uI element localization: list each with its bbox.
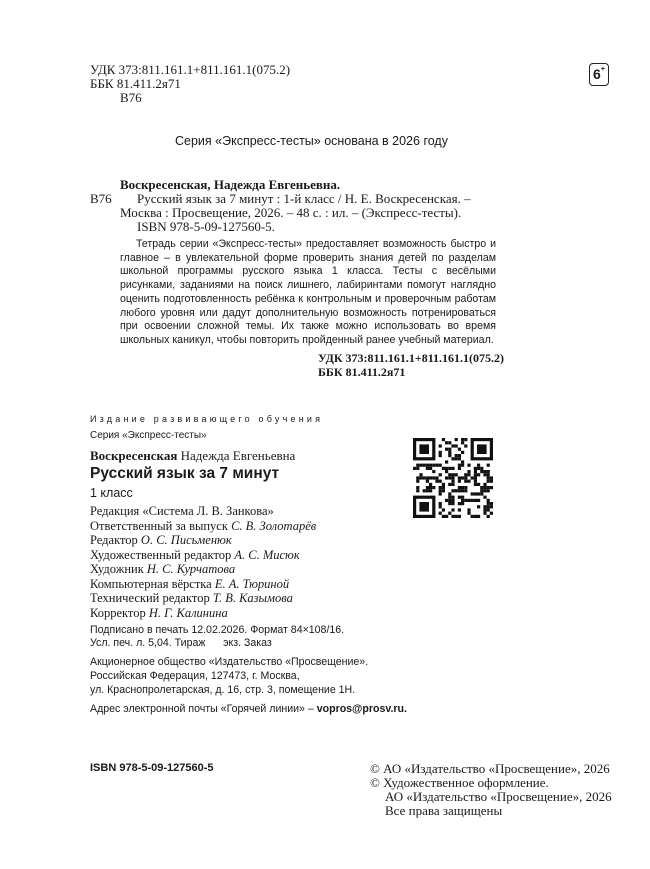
qr-module xyxy=(483,470,486,473)
credit-role: Корректор xyxy=(90,605,146,620)
qr-module xyxy=(477,505,480,508)
qr-module xyxy=(429,464,432,467)
qr-module xyxy=(461,438,464,441)
qr-module xyxy=(487,489,490,492)
qr-module xyxy=(419,476,422,479)
qr-module xyxy=(439,505,442,508)
publisher-line-3: ул. Краснопролетарская, д. 16, стр. 3, помещение 1Н. xyxy=(90,684,356,696)
qr-module xyxy=(439,492,442,495)
credit-name: Е. А. Тюриной xyxy=(214,576,290,591)
qr-module xyxy=(464,473,467,476)
qr-module xyxy=(483,505,486,508)
qr-module xyxy=(432,470,435,473)
qr-module xyxy=(426,489,429,492)
credit-line xyxy=(90,577,316,592)
email-link[interactable]: vopros@prosv.ru. xyxy=(316,703,407,715)
qr-module xyxy=(445,476,448,479)
credit-name: Н. С. Курчатова xyxy=(146,562,236,576)
qr-module xyxy=(435,480,438,483)
imprint-author-surname: Воскресенская xyxy=(90,448,178,463)
qr-module xyxy=(455,438,458,441)
qr-module xyxy=(458,515,461,518)
qr-module xyxy=(451,483,454,486)
qr-module xyxy=(483,483,486,486)
qr-module xyxy=(474,473,477,476)
qr-module xyxy=(451,496,454,499)
publisher-line-2: Российская Федерация, 127473, г. Москва, xyxy=(90,670,300,682)
qr-module xyxy=(474,470,477,473)
credit-role: Компьютерная вёрстка xyxy=(90,576,212,591)
qr-module xyxy=(467,464,470,467)
qr-module xyxy=(467,470,470,473)
qr-module xyxy=(477,473,480,476)
qr-module xyxy=(458,454,461,457)
qr-module xyxy=(487,473,490,476)
qr-module xyxy=(442,438,445,441)
qr-module xyxy=(461,496,464,499)
qr-module xyxy=(419,473,422,476)
qr-module xyxy=(477,467,480,470)
qr-module xyxy=(426,480,429,483)
qr-module xyxy=(487,502,490,505)
qr-module xyxy=(487,499,490,502)
qr-module xyxy=(461,441,464,444)
qr-module xyxy=(487,470,490,473)
qr-module xyxy=(487,505,490,508)
qr-module xyxy=(477,464,480,467)
qr-module xyxy=(477,499,480,502)
qr-module xyxy=(442,515,445,518)
series-founded: Серия «Экспресс-тесты» основана в 2026 году xyxy=(175,134,448,148)
qr-module xyxy=(451,444,454,447)
qr-module xyxy=(474,483,477,486)
credit-line xyxy=(90,606,316,621)
qr-module xyxy=(451,489,454,492)
footer-isbn: ISBN 978-5-09-127560-5 xyxy=(90,762,214,774)
qr-module xyxy=(442,483,445,486)
catalog-isbn: ISBN 978-5-09-127560-5. xyxy=(137,219,275,234)
catalog-code: В76 xyxy=(90,191,112,206)
bbk-header: ББК 81.411.2я71 xyxy=(90,76,181,91)
qr-module xyxy=(490,512,493,515)
qr-module xyxy=(467,480,470,483)
qr-module xyxy=(461,499,464,502)
qr-code xyxy=(413,438,493,518)
credit-line xyxy=(90,504,316,519)
credit-name: Н. Г. Калинина xyxy=(148,605,228,620)
qr-module xyxy=(490,476,493,479)
credit-role: Редакция «Система Л. В. Занкова» xyxy=(90,504,274,518)
qr-module xyxy=(448,502,451,505)
qr-module xyxy=(487,464,490,467)
qr-module xyxy=(432,486,435,489)
catalog-udk: УДК 373:811.161.1+811.161.1(075.2) xyxy=(318,350,505,365)
qr-module xyxy=(490,480,493,483)
qr-module xyxy=(451,502,454,505)
catalog-author: Воскресенская, Надежда Евгеньевна. xyxy=(120,177,341,192)
credit-name: С. В. Золотарёв xyxy=(231,518,317,533)
qr-module xyxy=(474,480,477,483)
qr-module xyxy=(442,489,445,492)
qr-module xyxy=(448,467,451,470)
imprint-series: Серия «Экспресс-тесты» xyxy=(90,430,207,441)
email-line xyxy=(90,703,407,717)
qr-module xyxy=(419,464,422,467)
qr-module xyxy=(461,460,464,463)
qr-module xyxy=(426,467,429,470)
qr-module xyxy=(429,467,432,470)
catalog-bbk: ББК 81.411.2я71 xyxy=(318,364,406,379)
qr-module xyxy=(480,492,483,495)
imprint-author-name: Надежда Евгеньевна xyxy=(180,448,296,463)
qr-module xyxy=(480,489,483,492)
imprint-author xyxy=(90,449,295,463)
qr-module xyxy=(445,441,448,444)
edition-type: Издание развивающего обучения xyxy=(90,414,324,424)
qr-module xyxy=(483,486,486,489)
catalog-abstract: Тетрадь серии «Экспресс-тесты» предоставляет возможность быстро и главное – в увлекательной форме проверить знания детей по разделам школьной программы русского языка 1 класса. Тесты с весёлыми рисунками, заданиями на поиск лишнего, лабиринтами помогут наглядно оценить подготовленность ребёнка к контрольным и проверочным работам любого уровня или дадут дополнительную возможность потренироваться при освоении сложной темы. Их также можно использовать во время школьных каникул, чтобы повторить пройденный ранее учебный материал. xyxy=(120,238,496,346)
credit-role: Редактор xyxy=(90,533,138,547)
qr-module xyxy=(426,486,429,489)
qr-module xyxy=(416,476,419,479)
qr-module xyxy=(471,476,474,479)
qr-module xyxy=(448,496,451,499)
qr-module xyxy=(458,464,461,467)
qr-module xyxy=(458,486,461,489)
age-rating-plus: + xyxy=(600,66,605,73)
qr-module xyxy=(455,473,458,476)
qr-module xyxy=(432,464,435,467)
qr-module xyxy=(455,457,458,460)
qr-module xyxy=(445,499,448,502)
qr-module xyxy=(451,457,454,460)
qr-module xyxy=(474,492,477,495)
qr-module xyxy=(474,476,477,479)
qr-module xyxy=(451,480,454,483)
copyright-1: © АО «Издательство «Просвещение», 2026 xyxy=(370,761,610,776)
catalog-abstract-block xyxy=(120,238,505,379)
qr-module xyxy=(416,464,419,467)
qr-module xyxy=(429,486,432,489)
qr-finder xyxy=(419,444,429,454)
age-rating-badge xyxy=(589,63,609,86)
qr-module xyxy=(448,473,451,476)
signed-info: Подписано в печать 12.02.2026. Формат 84×108/16. xyxy=(90,624,345,636)
credit-line xyxy=(90,533,316,548)
qr-module xyxy=(448,483,451,486)
qr-module xyxy=(461,486,464,489)
qr-module xyxy=(442,486,445,489)
qr-module xyxy=(442,467,445,470)
qr-module xyxy=(467,499,470,502)
qr-module xyxy=(451,476,454,479)
qr-module xyxy=(435,476,438,479)
qr-module xyxy=(413,467,416,470)
qr-module xyxy=(455,489,458,492)
qr-module xyxy=(451,508,454,511)
author-code-header: В76 xyxy=(120,90,142,105)
qr-module xyxy=(455,515,458,518)
publisher-line-1: Акционерное общество «Издательство «Просвещение». xyxy=(90,656,369,668)
qr-module xyxy=(429,489,432,492)
qr-module xyxy=(461,476,464,479)
qr-module xyxy=(448,441,451,444)
credit-role: Художник xyxy=(90,562,144,576)
qr-module xyxy=(445,470,448,473)
qr-module xyxy=(483,512,486,515)
qr-module xyxy=(467,508,470,511)
qr-module xyxy=(487,486,490,489)
qr-module xyxy=(448,499,451,502)
age-rating: 6 xyxy=(593,66,601,82)
credit-line xyxy=(90,562,316,577)
qr-module xyxy=(464,444,467,447)
credit-role: Технический редактор xyxy=(90,591,210,605)
qr-module xyxy=(458,467,461,470)
qr-module xyxy=(487,476,490,479)
catalog-index xyxy=(120,350,505,379)
print-info: Усл. печ. л. 5,04. Тираж экз. Заказ xyxy=(90,637,272,649)
catalog-line2: Москва : Просвещение, 2026. – 48 с. : ил. – (Экспресс-тесты). xyxy=(120,205,462,220)
qr-module xyxy=(464,438,467,441)
credit-role: Художественный редактор xyxy=(90,547,232,562)
qr-module xyxy=(439,451,442,454)
qr-module xyxy=(490,502,493,505)
qr-module xyxy=(439,454,442,457)
qr-module xyxy=(477,515,480,518)
credit-name: О. С. Письменюк xyxy=(140,533,232,547)
copyright-2: © Художественное оформление. xyxy=(370,775,549,790)
qr-module xyxy=(487,480,490,483)
qr-module xyxy=(432,476,435,479)
qr-module xyxy=(474,515,477,518)
udk-header: УДК 373:811.161.1+811.161.1(075.2) xyxy=(90,62,291,77)
qr-module xyxy=(448,512,451,515)
qr-finder xyxy=(419,502,429,512)
qr-module xyxy=(467,512,470,515)
qr-module xyxy=(451,467,454,470)
qr-module xyxy=(426,464,429,467)
qr-module xyxy=(416,489,419,492)
qr-module xyxy=(439,464,442,467)
qr-module xyxy=(416,467,419,470)
qr-finder xyxy=(477,444,487,454)
credit-name: Т. В. Казымова xyxy=(212,591,293,605)
qr-module xyxy=(471,515,474,518)
qr-module xyxy=(483,489,486,492)
qr-module xyxy=(439,444,442,447)
qr-module xyxy=(483,496,486,499)
qr-module xyxy=(448,492,451,495)
qr-module xyxy=(435,464,438,467)
rights-reserved: Все права защищены xyxy=(385,803,503,818)
qr-module xyxy=(445,460,448,463)
qr-module xyxy=(448,451,451,454)
qr-module xyxy=(442,508,445,511)
qr-module xyxy=(458,496,461,499)
catalog-line1: Русский язык за 7 минут : 1-й класс / Н. Е. Воскресенская. – xyxy=(137,191,471,206)
qr-module xyxy=(423,489,426,492)
qr-module xyxy=(439,473,442,476)
qr-module xyxy=(445,467,448,470)
qr-module xyxy=(439,502,442,505)
qr-module xyxy=(451,499,454,502)
qr-module xyxy=(458,502,461,505)
qr-module xyxy=(477,492,480,495)
qr-module xyxy=(448,448,451,451)
qr-module xyxy=(461,451,464,454)
credits-list xyxy=(90,504,316,620)
imprint-title: Русский язык за 7 минут xyxy=(90,465,280,482)
qr-module xyxy=(416,480,419,483)
qr-module xyxy=(461,502,464,505)
qr-module xyxy=(467,473,470,476)
qr-module xyxy=(464,476,467,479)
copyright-3: АО «Издательство «Просвещение», 2026 xyxy=(385,789,612,804)
qr-module xyxy=(471,499,474,502)
qr-module xyxy=(416,486,419,489)
qr-module xyxy=(458,480,461,483)
qr-module xyxy=(455,454,458,457)
credit-name: А. С. Мисюк xyxy=(234,547,300,562)
qr-module xyxy=(487,515,490,518)
qr-module xyxy=(429,483,432,486)
qr-module xyxy=(439,512,442,515)
credit-role: Ответственный за выпуск xyxy=(90,518,228,533)
qr-module xyxy=(429,476,432,479)
qr-module xyxy=(464,480,467,483)
qr-module xyxy=(458,457,461,460)
qr-module xyxy=(451,473,454,476)
qr-module xyxy=(445,515,448,518)
qr-module xyxy=(490,486,493,489)
qr-module xyxy=(483,473,486,476)
qr-module xyxy=(458,448,461,451)
credit-line xyxy=(90,591,316,606)
qr-module xyxy=(464,499,467,502)
qr-module xyxy=(455,444,458,447)
qr-module xyxy=(464,489,467,492)
qr-module xyxy=(439,480,442,483)
qr-module xyxy=(458,476,461,479)
qr-module xyxy=(423,476,426,479)
qr-module xyxy=(477,483,480,486)
qr-module xyxy=(480,467,483,470)
qr-module xyxy=(471,492,474,495)
qr-module xyxy=(448,454,451,457)
qr-module xyxy=(423,464,426,467)
qr-module xyxy=(445,448,448,451)
qr-module xyxy=(439,489,442,492)
qr-module xyxy=(439,486,442,489)
qr-module xyxy=(474,467,477,470)
qr-module xyxy=(480,486,483,489)
qr-module xyxy=(464,486,467,489)
credit-line xyxy=(90,519,316,534)
credit-line xyxy=(90,548,316,563)
email-label: Адрес электронной почты «Горячей линии» – xyxy=(90,703,317,715)
qr-module xyxy=(426,476,429,479)
qr-module xyxy=(458,508,461,511)
qr-module xyxy=(461,464,464,467)
qr-module xyxy=(451,515,454,518)
imprint-grade: 1 класс xyxy=(90,486,133,500)
qr-module xyxy=(490,505,493,508)
qr-module xyxy=(483,508,486,511)
qr-module xyxy=(448,476,451,479)
qr-module xyxy=(480,470,483,473)
qr-module xyxy=(458,489,461,492)
qr-module xyxy=(474,499,477,502)
qr-module xyxy=(487,508,490,511)
qr-module xyxy=(461,489,464,492)
